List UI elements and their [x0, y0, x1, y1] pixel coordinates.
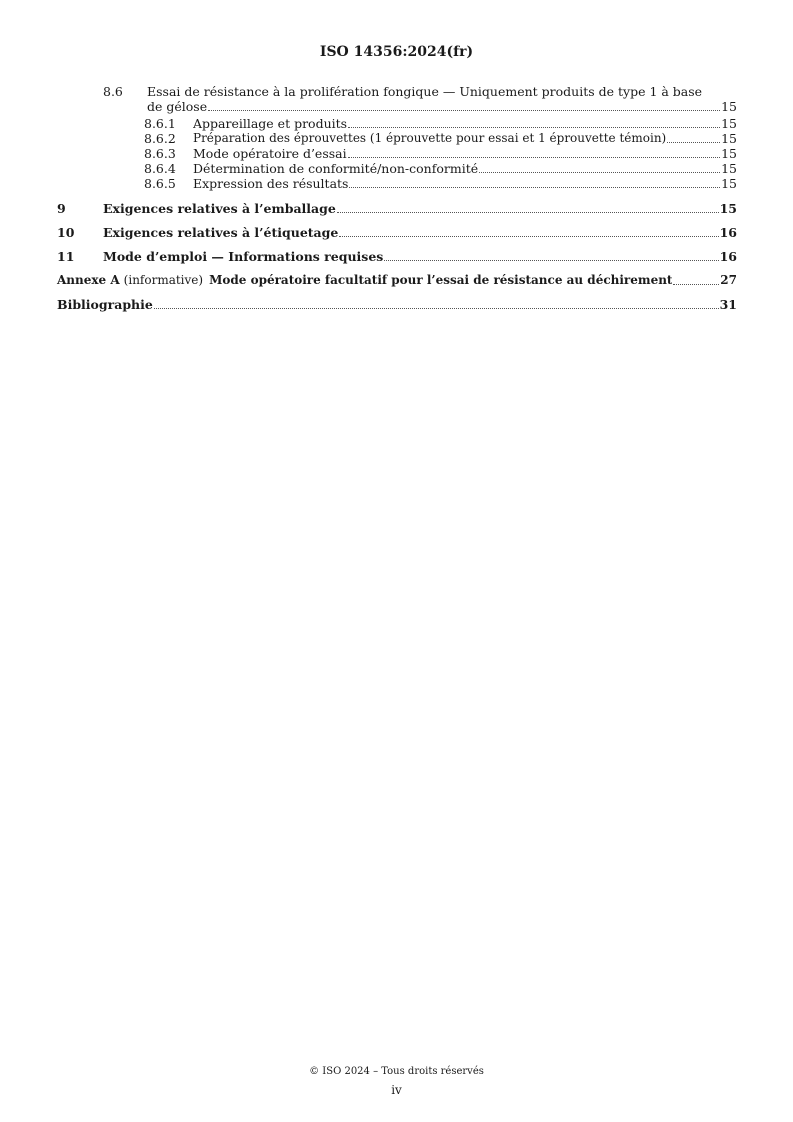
toc-title: Préparation des éprouvettes (1 éprouvette pour essai et 1 éprouvette témoin): [193, 131, 667, 145]
toc-leader: [479, 172, 720, 173]
toc-page: 31: [719, 297, 737, 312]
toc-entry-8-6-line2[interactable]: [147, 99, 737, 114]
annex-kind: (informative): [123, 273, 204, 287]
toc-number: 8.6.2: [144, 131, 176, 146]
toc-entry-8-6-2[interactable]: [144, 131, 737, 146]
toc-entry-8-6-4[interactable]: [144, 161, 737, 176]
toc-leader: [667, 142, 720, 143]
toc-entry-8-6-1[interactable]: [144, 116, 737, 131]
toc-title: de gélose: [147, 99, 208, 114]
toc-number: 9: [57, 201, 66, 216]
toc-number: 8.6.4: [144, 161, 176, 176]
toc-leader: [348, 157, 720, 158]
toc-page: 27: [720, 273, 737, 287]
toc-entry-8-6-3[interactable]: [144, 146, 737, 161]
toc-title: Mode opératoire facultatif pour l’essai de résistance au déchirement: [209, 273, 673, 287]
toc-title: Exigences relatives à l’emballage: [103, 201, 336, 216]
toc-number: 8.6.3: [144, 146, 176, 161]
toc-leader: [384, 260, 718, 261]
toc-number: 10: [57, 225, 75, 240]
toc-page: 15: [721, 99, 737, 114]
toc-entry-11[interactable]: [57, 249, 737, 264]
toc-leader: [348, 127, 720, 128]
toc-leader: [349, 187, 720, 188]
toc-title: Mode opératoire d’essai: [193, 146, 347, 161]
toc-title: Exigences relatives à l’étiquetage: [103, 225, 339, 240]
toc-page: 15: [719, 201, 737, 216]
toc-title: Bibliographie: [57, 297, 153, 312]
toc-title: Essai de résistance à la prolifération fongique — Uniquement produits de type 1 à base: [147, 84, 703, 99]
toc-number: 8.6.5: [144, 176, 176, 191]
toc-entry-8-6-5[interactable]: [144, 176, 737, 191]
toc-entry-8-6-line1[interactable]: [103, 84, 702, 99]
annex-label: Annexe A: [57, 273, 120, 287]
toc-page: 15: [721, 116, 737, 131]
toc-page: 15: [721, 131, 737, 146]
toc-page: 15: [721, 146, 737, 161]
toc-leader: [154, 308, 719, 309]
copyright-footer: © ISO 2024 – Tous droits réservés: [309, 1066, 484, 1077]
toc-title: Détermination de conformité/non-conformité: [193, 161, 479, 176]
toc-title: Mode d’emploi — Informations requises: [103, 249, 384, 264]
toc-leader: [339, 236, 718, 237]
toc-entry-bibliography[interactable]: [57, 297, 737, 312]
toc-leader: [208, 110, 720, 111]
toc-page: 16: [719, 249, 737, 264]
toc-title: Expression des résultats: [193, 176, 349, 191]
toc-entry-9[interactable]: [57, 201, 737, 216]
toc-page: 15: [721, 176, 737, 191]
toc-leader: [337, 212, 719, 213]
toc-number: 8.6: [103, 84, 123, 99]
toc-title: Appareillage et produits: [193, 116, 348, 131]
toc-page: 15: [721, 161, 737, 176]
toc-leader: [673, 284, 719, 285]
toc-number: 11: [57, 249, 75, 264]
page-number: iv: [391, 1083, 402, 1097]
toc-entry-annex-a[interactable]: [57, 273, 737, 288]
toc-page: 16: [719, 225, 737, 240]
toc-entry-10[interactable]: [57, 225, 737, 240]
document-header: ISO 14356:2024(fr): [319, 44, 474, 60]
toc-number: 8.6.1: [144, 116, 176, 131]
